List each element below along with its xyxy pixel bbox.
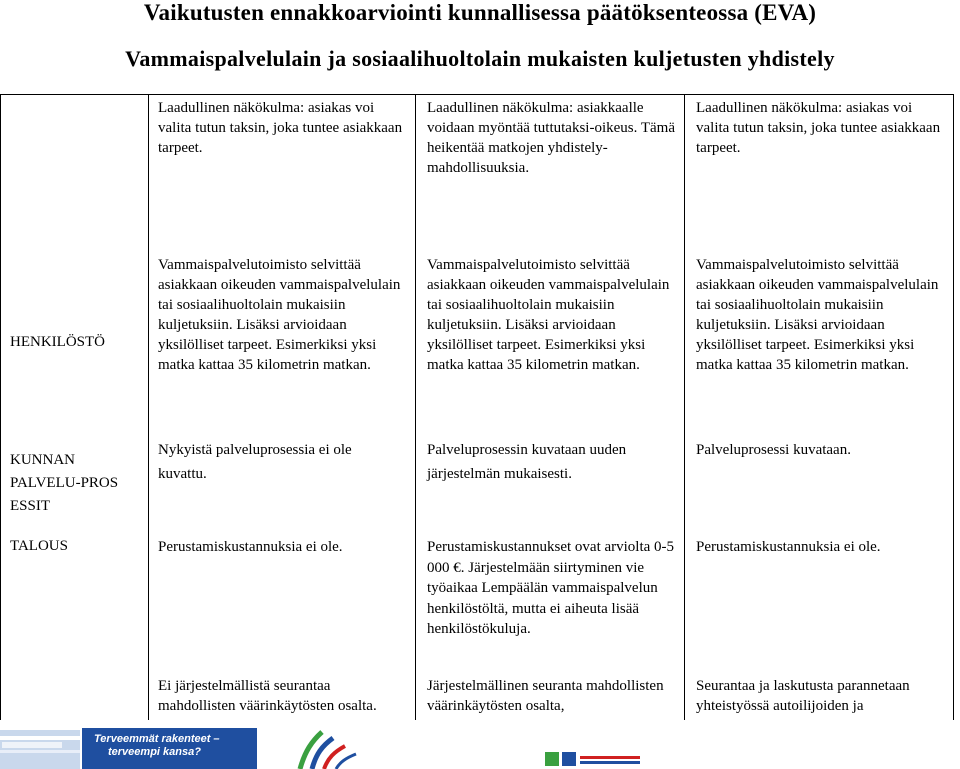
flag-image xyxy=(0,730,80,769)
slogan-line2: terveempi kansa? xyxy=(108,746,201,758)
table-cell: Järjestelmällinen seuranta mahdollisten väärinkäytösten osalta, xyxy=(427,678,664,714)
footer-banner xyxy=(0,726,960,769)
table-border-right xyxy=(953,94,954,720)
table-border-left xyxy=(0,94,1,720)
table-divider-col2 xyxy=(415,94,416,720)
page-title: Vaikutusten ennakkoarviointi kunnallisessa päätöksenteossa (EVA) xyxy=(143,0,817,25)
table-divider-col3 xyxy=(684,94,685,720)
table-cell: Laadullinen näkökulma: asiakas voi valita tutun taksin, joka tuntee asiakkaan tarpeet. xyxy=(696,100,941,156)
table-cell: Laadullinen näkökulma: asiakkaalle voidaan myöntää tuttutaksi-oikeus. Tämä heikentää matkojen yhdistely-mahdollisuuksia. xyxy=(427,100,675,176)
table-cell: Vammaispalvelutoimisto selvittää asiakkaan oikeuden vammaispalvelulain tai sosiaalihuoltolain mukaisiin kuljetuksiin. Lisäksi arvioidaan yksilölliset tarpeet. Esimerkiksi yksi matka kattaa 35 kilometrin matkan. xyxy=(427,257,670,373)
table-cell: Ei järjestelmällistä seurantaa mahdollisten väärinkäytösten osalta. xyxy=(158,678,377,714)
partner-logos xyxy=(545,752,640,766)
table-cell: Seurantaa ja laskutusta parannetaan yhteistyössä autoilijoiden ja xyxy=(696,678,910,714)
table-cell: Palveluprosessi kuvataan. xyxy=(696,442,851,458)
row-header-palveluprosessit: KUNNAN PALVELU-PROS ESSIT xyxy=(10,452,119,514)
table-cell: Perustamiskustannuksia ei ole. xyxy=(696,539,881,555)
table-cell: Laadullinen näkökulma: asiakas voi valita tutun taksin, joka tuntee asiakkaan tarpeet. xyxy=(158,100,403,156)
swoosh-logo xyxy=(300,732,356,769)
table-cell: Nykyistä palveluprosessia ei ole kuvattu. xyxy=(158,442,352,482)
row-header-talous: TALOUS xyxy=(10,538,68,554)
row-header-henkilosto: HENKILÖSTÖ xyxy=(10,334,105,350)
table-cell: Perustamiskustannukset ovat arviolta 0-5 000 €. Järjestelmään siirtyminen vie työaikaa Lempäälän vammaispalvelun henkilöstöltä, mutta ei aiheuta lisää henkilöstökuluja. xyxy=(427,539,675,637)
page-subtitle: Vammaispalvelulain ja sosiaalihuoltolain mukaisten kuljetusten yhdistely xyxy=(125,46,835,71)
table-cell: Palveluprosessin kuvataan uuden järjestelmän mukaisesti. xyxy=(427,442,627,482)
table-cell: Vammaispalvelutoimisto selvittää asiakkaan oikeuden vammaispalvelulain tai sosiaalihuoltolain mukaisiin kuljetuksiin. Lisäksi arvioidaan yksilölliset tarpeet. Esimerkiksi yksi matka kattaa 35 kilometrin matkan. xyxy=(158,257,401,373)
table-top-border xyxy=(0,94,954,95)
table-divider-col1 xyxy=(148,94,149,720)
table-cell: Perustamiskustannuksia ei ole. xyxy=(158,539,343,555)
slogan-line1: Terveemmät rakenteet – xyxy=(94,733,220,745)
table-cell: Vammaispalvelutoimisto selvittää asiakkaan oikeuden vammaispalvelulain tai sosiaalihuoltolain mukaisiin kuljetuksiin. Lisäksi arvioidaan yksilölliset tarpeet. Esimerkiksi yksi matka kattaa 35 kilometrin matkan. xyxy=(696,257,939,373)
